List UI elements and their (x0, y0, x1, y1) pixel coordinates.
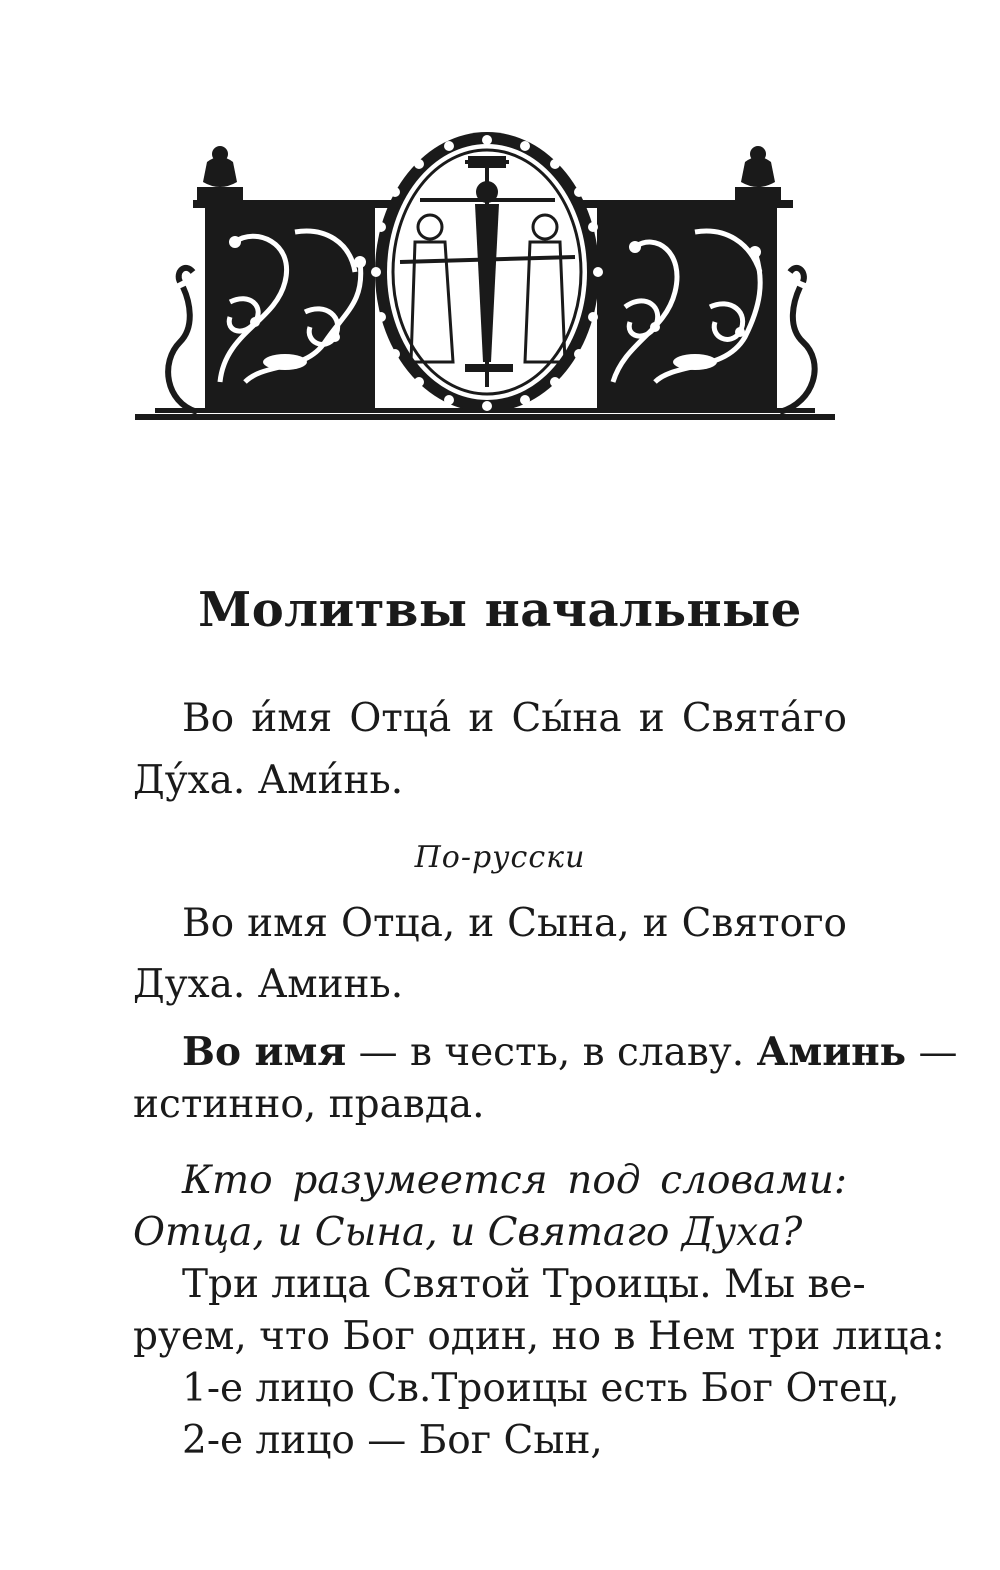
crucifixion-ornament-icon (135, 132, 835, 428)
answer-line-3: 1-е лицо Св.Троицы есть Бог Отец, (182, 1366, 900, 1411)
question-line-2: Отца, и Сына, и Святаго Духа? (133, 1210, 803, 1255)
glossary-line-2: истинно, правда. (133, 1082, 485, 1127)
glossary-definition-2: — (906, 1030, 958, 1075)
section-subtitle: По-русски (414, 840, 586, 875)
answer-line-4: 2-е лицо — Бог Сын, (182, 1418, 603, 1463)
prayer-slavonic-line-2: Ду́ха. Ами́нь. (133, 758, 404, 803)
page-title: Молитвы начальные (198, 582, 802, 638)
glossary-line-1 (182, 1027, 958, 1078)
question-line-1: Кто разумеется под словами: (182, 1158, 847, 1203)
answer-line-2: руем, что Бог один, но в Нем три лица: (133, 1314, 945, 1359)
prayer-russian-line-2: Духа. Аминь. (133, 962, 404, 1007)
glossary-term-1: Во имя (182, 1029, 347, 1075)
glossary-term-2: Аминь (756, 1029, 907, 1075)
prayer-slavonic-line-1: Во и́мя Отца́ и Сы́на и Свята́го (182, 696, 847, 741)
glossary-definition-1: — в честь, в славу. (346, 1030, 757, 1075)
prayer-russian-line-1: Во имя Отца, и Сына, и Святого (182, 901, 847, 946)
answer-line-1: Три лица Святой Троицы. Мы ве- (182, 1262, 866, 1307)
